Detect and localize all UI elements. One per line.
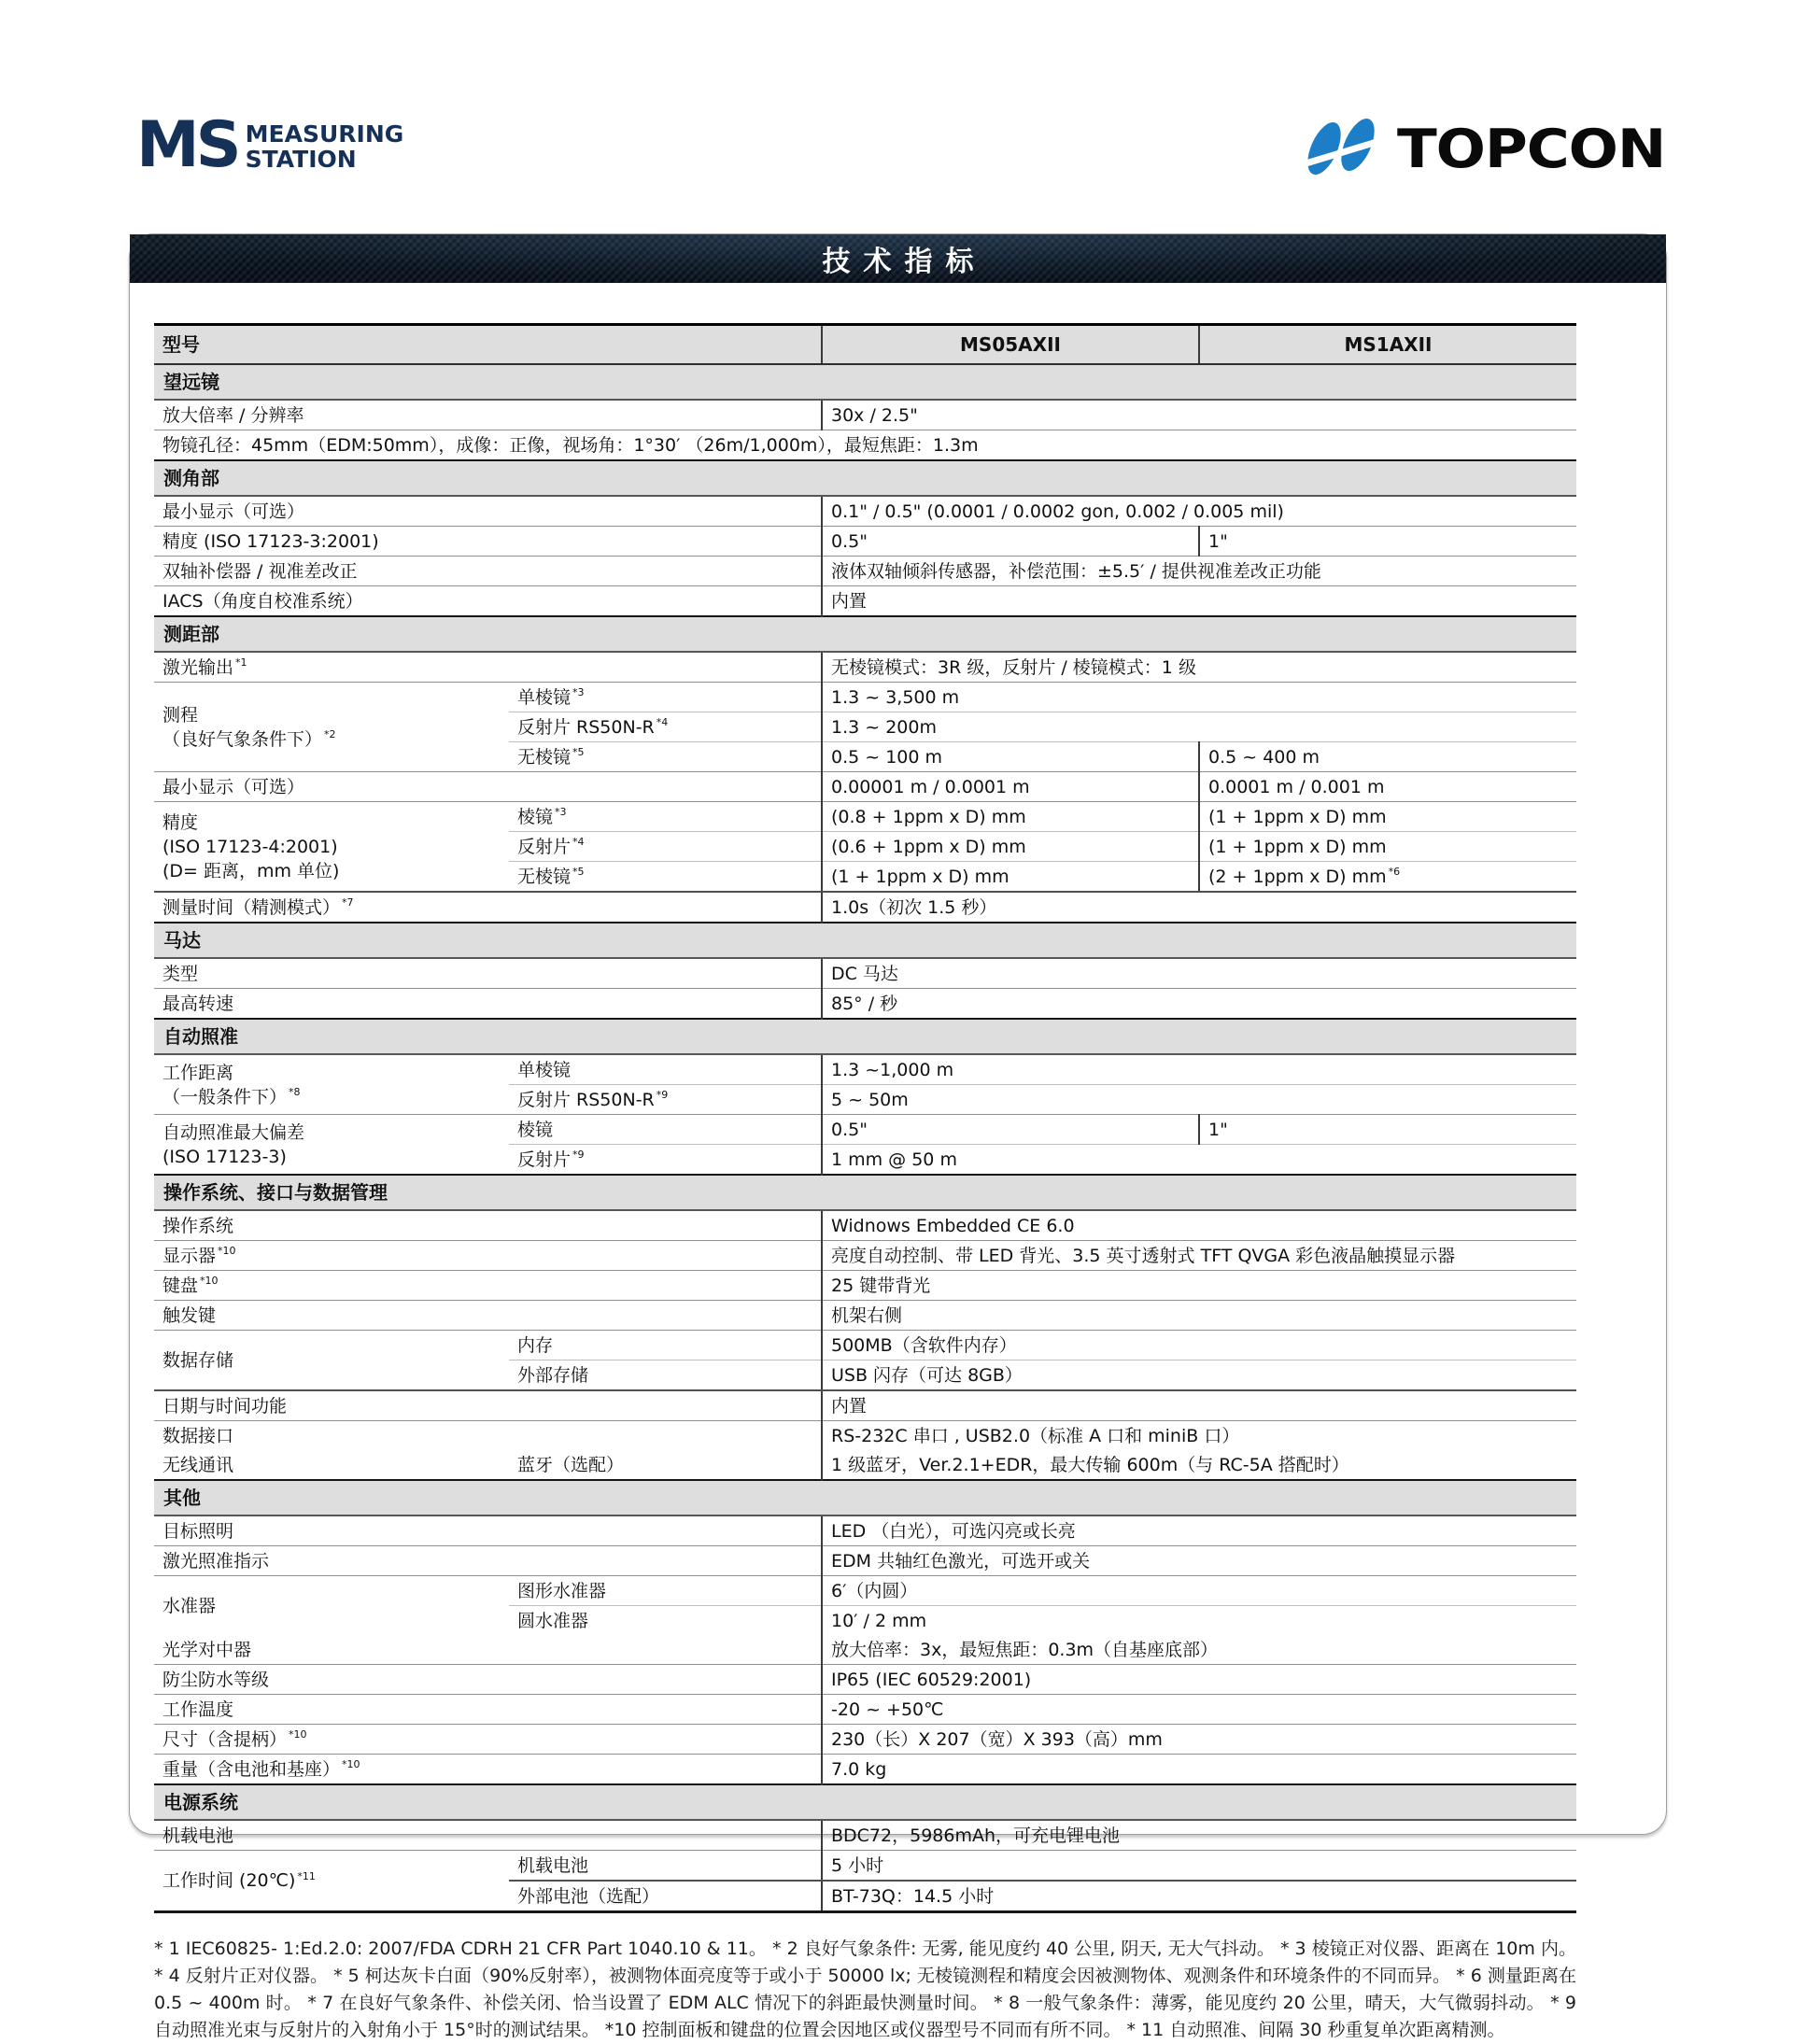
spec-cell: 光学对中器 (154, 1635, 822, 1665)
ms-logo-line2: STATION (245, 146, 357, 173)
spec-cell: 机载电池 (509, 1851, 822, 1882)
spec-cell: 5 ~ 50m (822, 1085, 1576, 1115)
spec-cell: 显示器 $^{*10}$ (154, 1241, 822, 1271)
table-row (154, 1175, 1576, 1210)
col-header-ms1axii: MS1AXII (1199, 325, 1576, 365)
table-row (154, 1241, 1576, 1271)
spec-cell: 水准器 (162, 1595, 217, 1616)
spec-cell: 蓝牙（选配） (509, 1450, 822, 1480)
table-row (154, 586, 1576, 617)
spec-cell: 0.0001 m / 0.001 m (1199, 772, 1576, 802)
section-header: 测距部 (154, 616, 1576, 652)
spec-cell: 重量（含电池和基座） $^{*10}$ (154, 1755, 822, 1785)
table-row (154, 1019, 1576, 1054)
spec-cell: 无棱镜 $^{*5}$ (509, 742, 822, 772)
spec-cell: 单棱镜 (509, 1054, 822, 1085)
table-row (154, 557, 1576, 586)
spec-cell: 棱镜 $^{*3}$ (509, 802, 822, 832)
table-row (154, 1271, 1576, 1301)
table-row (154, 772, 1576, 802)
spec-cell: 无棱镜 $^{*5}$ (509, 862, 822, 893)
spec-cell: 双轴补偿器 / 视准差改正 (154, 557, 822, 586)
spec-cell: EDM 共轴红色激光，可选开或关 (822, 1546, 1576, 1576)
spec-cell: 0.5 ~ 100 m (822, 742, 1199, 772)
spec-cell: 工作距离 （一般条件下） $^{*8}$ (154, 1054, 509, 1115)
spec-cell: 内存 (509, 1331, 822, 1360)
spec-cell: 1.0s（初次 1.5 秒） (822, 892, 1576, 923)
table-row (154, 1421, 1576, 1451)
table-row (154, 1635, 1576, 1665)
table-row (154, 1546, 1576, 1576)
section-header: 望远镜 (154, 364, 1576, 400)
spec-cell: 触发键 (154, 1301, 822, 1331)
table-row (154, 652, 1576, 683)
spec-cell: (0.6 + 1ppm x D) mm (822, 832, 1199, 862)
spec-cell: 单棱镜 $^{*3}$ (509, 683, 822, 712)
spec-cell: 反射片 $^{*9}$ (509, 1145, 822, 1176)
spec-cell: BT-73Q：14.5 小时 (822, 1881, 1576, 1912)
table-row (154, 460, 1576, 496)
spec-cell: 230（长）X 207（宽）X 393（高）mm (822, 1725, 1576, 1755)
spec-cell: -20 ~ +50℃ (822, 1695, 1576, 1725)
spec-card-body (130, 283, 1666, 2044)
spec-cell: 外部电池（选配） (509, 1881, 822, 1912)
table-row (154, 364, 1576, 400)
table-row (154, 1725, 1576, 1755)
spec-cell: 精度 (ISO 17123-4:2001) (D= 距离，mm 单位) (154, 802, 509, 893)
spec-cell: 棱镜 (509, 1115, 822, 1145)
spec-cell: 最小显示（可选） (154, 772, 822, 802)
spec-row-full: 物镜孔径：45mm（EDM:50mm），成像：正像，视场角：1°30′ （26m/1,000m），最短焦距：1.3m (154, 430, 1576, 461)
spec-cell: DC 马达 (822, 958, 1576, 989)
spec-cell: 0.5" (822, 527, 1199, 557)
col-header-ms05axii: MS05AXII (822, 325, 1199, 365)
spec-cell: 6′（内圆） (822, 1576, 1576, 1606)
spec-cell: BDC72，5986mAh，可充电锂电池 (822, 1820, 1576, 1851)
table-row (154, 958, 1576, 989)
spec-cell: 0.5 ~ 400 m (1199, 742, 1576, 772)
section-header: 自动照准 (154, 1019, 1576, 1054)
table-row (154, 1331, 1576, 1360)
page-title: 技术指标 (822, 246, 987, 278)
footnotes: * 1 IEC60825- 1:Ed.2.0: 2007/FDA CDRH 21 CFR Part 1040.10 & 11。 * 2 良好气象条件: 无雾, 能见度约 40 公里, 阴天, 无大气抖动。 * 3 棱镜正对仪器、距离在 10m 内。 * 4 反射片正对仪器。 * 5 柯达灰卡白面（90%反射率），被测物体面亮度等于或小于 50000 lx; 无棱镜测程和精度会因被测物体、观测条件和环境条件的不同而异。 * 6 测量距离在 0.5 ~ 400m 时。 * 7 在良好气象条件、补偿关闭、恰当设置了 EDM ALC 情况下的斜距最快测量时间。 * 8 一般气象条件：薄雾，能见度约 20 公里，晴天，大气微弱抖动。 * 9 自动照准光束与反射片的入射角小于 15°时的测试结果。 *10 控制面板和键盘的位置会因地区或仪器型号不同而有所不同。 * 11 自动照准、间隔 30 秒重复单次距离精测。 (154, 1938, 1576, 2040)
spec-cell: (0.8 + 1ppm x D) mm (822, 802, 1199, 832)
table-row (154, 802, 1576, 832)
spec-cell: (1 + 1ppm x D) mm (1199, 832, 1576, 862)
spec-cell: 最小显示（可选） (154, 496, 822, 527)
spec-cell: 键盘 $^{*10}$ (154, 1271, 822, 1301)
table-row (154, 400, 1576, 430)
spec-cell: 测程 （良好气象条件下） $^{*2}$ (154, 683, 509, 772)
topcon-mark-icon (1296, 116, 1390, 183)
ms-logo-text: MS (136, 108, 238, 182)
table-row (154, 1515, 1576, 1546)
spec-cell: 反射片 RS50N-R $^{*9}$ (509, 1085, 822, 1115)
spec-cell: 工作温度 (154, 1695, 822, 1725)
spec-cell: 机架右侧 (822, 1301, 1576, 1331)
table-row (154, 325, 1576, 365)
spec-cell: 反射片 $^{*4}$ (509, 832, 822, 862)
col-header-model: 型号 (154, 325, 822, 365)
spec-cell: 500MB（含软件内存） (822, 1331, 1576, 1360)
table-row (154, 527, 1576, 557)
section-header: 马达 (154, 923, 1576, 958)
spec-cell: (1 + 1ppm x D) mm (1199, 802, 1576, 832)
table-row (154, 616, 1576, 652)
spec-cell: Widnows Embedded CE 6.0 (822, 1210, 1576, 1241)
spec-cell: 工作时间 (20℃) $^{*11}$ (154, 1851, 509, 1912)
spec-card (129, 233, 1667, 2040)
spec-cell: 外部存储 (509, 1360, 822, 1391)
table-row (154, 1784, 1576, 1820)
spec-cell: 防尘防水等级 (154, 1665, 822, 1695)
spec-cell: 图形水准器 (509, 1576, 822, 1606)
table-row (154, 1755, 1576, 1785)
table-row (154, 430, 1576, 461)
spec-cell: 5 小时 (822, 1851, 1576, 1882)
section-header: 操作系统、接口与数据管理 (154, 1175, 1576, 1210)
spec-cell: 1" (1199, 1115, 1576, 1145)
spec-cell: 1 级蓝牙，Ver.2.1+EDR，最大传输 600m（与 RC-5A 搭配时） (822, 1450, 1576, 1480)
spec-cell: 30x / 2.5" (822, 400, 1576, 430)
spec-cell: 精度 (ISO 17123-3:2001) (154, 527, 822, 557)
spec-cell: 反射片 RS50N-R $^{*4}$ (509, 712, 822, 742)
spec-cell: 放大倍率 / 分辨率 (154, 400, 822, 430)
topcon-wordmark: TOPCON (1397, 119, 1666, 180)
table-row (154, 1480, 1576, 1515)
table-row (154, 1665, 1576, 1695)
spec-cell: 0.5" (822, 1115, 1199, 1145)
spec-cell: 0.00001 m / 0.0001 m (822, 772, 1199, 802)
section-header: 测角部 (154, 460, 1576, 496)
spec-cell: 激光输出 $^{*1}$ (154, 652, 822, 683)
table-row (154, 1820, 1576, 1851)
spec-cell: 目标照明 (154, 1515, 822, 1546)
spec-cell: 1 mm @ 50 m (822, 1145, 1576, 1176)
spec-cell: 10′ / 2 mm (822, 1606, 1576, 1636)
spec-cell: 液体双轴倾斜传感器，补偿范围：±5.5′ / 提供视准差改正功能 (822, 557, 1576, 586)
table-row (154, 1450, 1576, 1480)
spec-cell: (2 + 1ppm x D) mm $^{*6}$ (1199, 862, 1576, 893)
spec-cell: 85° / 秒 (822, 989, 1576, 1020)
spec-cell: 25 键带背光 (822, 1271, 1576, 1301)
table-row (154, 1695, 1576, 1725)
spec-cell: 自动照准最大偏差 (ISO 17123-3) (154, 1115, 509, 1176)
spec-cell: 亮度自动控制、带 LED 背光、3.5 英寸透射式 TFT QVGA 彩色液晶触摸显示器 (822, 1241, 1576, 1271)
spec-cell: 1.3 ~ 3,500 m (822, 683, 1576, 712)
table-row (154, 683, 1576, 712)
spec-cell: LED （白光），可选闪亮或长亮 (822, 1515, 1576, 1546)
table-row (154, 1851, 1576, 1882)
spec-cell: 1.3 ~ 200m (822, 712, 1576, 742)
spec-cell: 放大倍率：3x，最短焦距：0.3m（自基座底部） (822, 1635, 1576, 1665)
spec-cell: 1.3 ~1,000 m (822, 1054, 1576, 1085)
spec-cell: 日期与时间功能 (154, 1390, 822, 1421)
table-row (154, 496, 1576, 527)
spec-cell: 类型 (154, 958, 822, 989)
table-row (154, 989, 1576, 1020)
table-row (154, 1301, 1576, 1331)
spec-cell: 最高转速 (154, 989, 822, 1020)
spec-cell: 0.1" / 0.5" (0.0001 / 0.0002 gon, 0.002 / 0.005 mil) (822, 496, 1576, 527)
spec-cell: 无棱镜模式：3R 级，反射片 / 棱镜模式：1 级 (822, 652, 1576, 683)
spec-cell: 数据接口 (162, 1425, 234, 1446)
table-row (154, 1210, 1576, 1241)
spec-cell: 7.0 kg (822, 1755, 1576, 1785)
spec-cell: 1" (1199, 527, 1576, 557)
spec-cell: 无线通讯 (154, 1450, 509, 1480)
table-row (154, 1576, 1576, 1606)
spec-table (154, 323, 1576, 1913)
table-row (154, 1115, 1576, 1145)
ms-logo-words (246, 120, 404, 172)
spec-cell: 尺寸（含提柄） $^{*10}$ (154, 1725, 822, 1755)
ms-logo-line1: MEASURING (245, 120, 404, 148)
spec-cell: 机载电池 (154, 1820, 822, 1851)
section-title-bar (130, 234, 1666, 283)
spec-cell: USB 闪存（可达 8GB） (822, 1360, 1576, 1391)
spec-cell: 内置 (822, 586, 1576, 617)
table-row (154, 1054, 1576, 1085)
spec-cell: 激光照准指示 (154, 1546, 822, 1576)
spec-cell: 圆水准器 (517, 1610, 589, 1631)
section-header: 其他 (154, 1480, 1576, 1515)
spec-cell: 数据存储 (154, 1331, 509, 1391)
spec-cell: IP65 (IEC 60529:2001) (822, 1665, 1576, 1695)
table-row (154, 892, 1576, 923)
spec-cell: 操作系统 (154, 1210, 822, 1241)
spec-cell: (1 + 1ppm x D) mm (822, 862, 1199, 893)
spec-cell: IACS（角度自校准系统） (154, 586, 822, 617)
table-row (154, 923, 1576, 958)
table-row (154, 1390, 1576, 1421)
ms-measuring-station-logo (136, 108, 404, 182)
topcon-logo (1296, 116, 1666, 183)
spec-cell: 内置 (822, 1390, 1576, 1421)
spec-cell: RS-232C 串口 , USB2.0（标准 A 口和 miniB 口） (822, 1421, 1576, 1451)
spec-cell: 测量时间（精测模式） $^{*7}$ (154, 892, 822, 923)
section-header: 电源系统 (154, 1784, 1576, 1820)
